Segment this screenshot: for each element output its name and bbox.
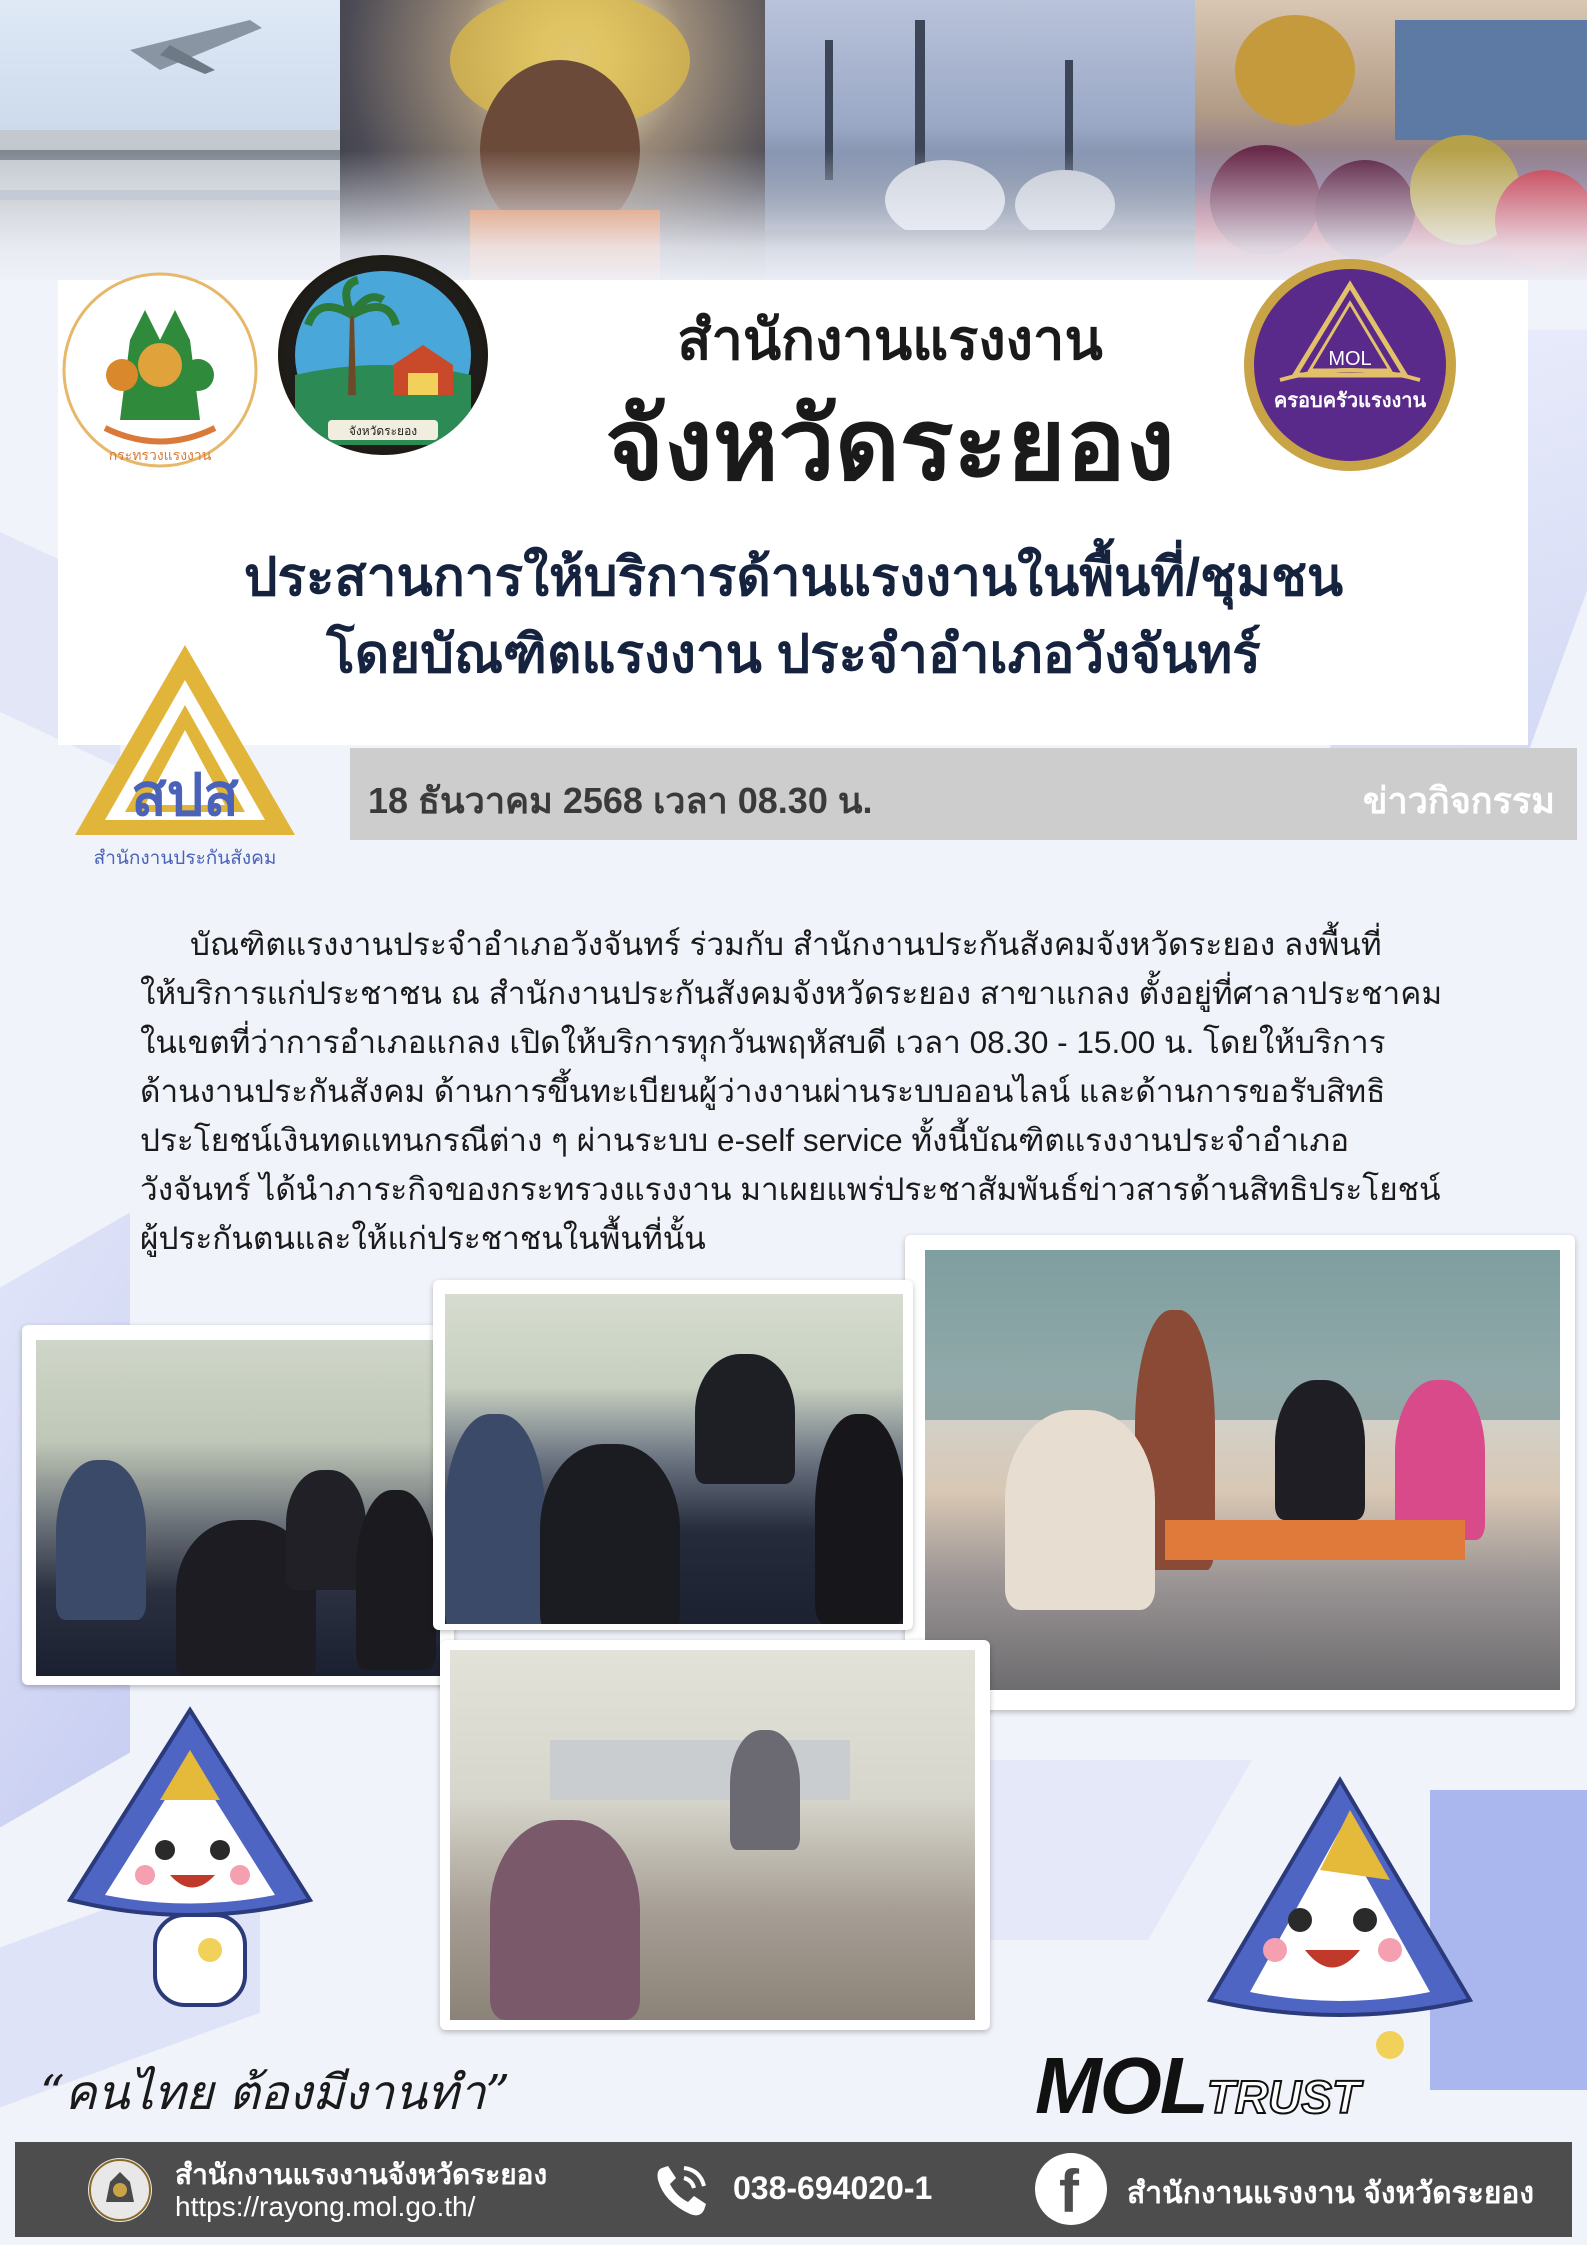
article-line: วังจันทร์ ได้นำภาระกิจของกระทรวงแรงงาน มาเผยแพร่ประชาสัมพันธ์ข่าวสารด้านสิทธิประโยชน์ (140, 1171, 1441, 1207)
facebook-icon[interactable] (1035, 2153, 1107, 2225)
headline-line1: ประสานการให้บริการด้านแรงงานในพื้นที่/ชุมชน (243, 548, 1344, 607)
trust-suffix: TRUST (1206, 2071, 1361, 2123)
svg-text:MOL: MOL (1328, 348, 1372, 370)
svg-text:สปส: สปส (131, 763, 239, 828)
slogan: “คนไทย ต้องมีงานทำ” (40, 2065, 511, 2121)
mol-trust-logo (1035, 2040, 1360, 2132)
mascot-icon (1180, 1770, 1480, 2070)
activity-photo-4 (450, 1650, 975, 2020)
sso-logo-icon (70, 640, 300, 875)
trust-mark: MOL (1035, 2041, 1207, 2130)
article-body (140, 920, 1520, 1263)
svg-text:สำนักงานประกันสังคม: สำนักงานประกันสังคม (93, 847, 277, 869)
article-line: ด้านงานประกันสังคม ด้านการขึ้นทะเบียนผู้ว่างงานผ่านระบบออนไลน์ และด้านการขอรับสิทธิ (140, 1073, 1386, 1109)
article-line: ในเขตที่ว่าการอำเภอแกลง เปิดให้บริการทุกวันพฤหัสบดี เวลา 08.30 - 15.00 น. โดยให้บริการ (140, 1024, 1386, 1060)
article-line: บัณฑิตแรงงานประจำอำเภอวังจันทร์ ร่วมกับ สำนักงานประกันสังคมจังหวัดระยอง ลงพื้นที่ (190, 926, 1382, 962)
footer-seal-icon (88, 2158, 152, 2222)
article-line: ผู้ประกันตนและให้แก่ประชาชนในพื้นที่นั้น (140, 1220, 706, 1256)
org-title-line2: จังหวัดระยอง (605, 389, 1175, 501)
org-title-line1: สำนักงานแรงงาน (677, 308, 1103, 371)
footer-phone[interactable]: 038-694020-1 (733, 2170, 933, 2206)
footer-facebook-page[interactable]: สำนักงานแรงงาน จังหวัดระยอง (1127, 2177, 1535, 2210)
phone-icon (650, 2160, 712, 2222)
date-time: 18 ธันวาคม 2568 เวลา 08.30 น. (368, 780, 873, 821)
article-line: ประโยชน์เงินทดแทนกรณีต่าง ๆ ผ่านระบบ e-self service ทั้งนี้บัณฑิตแรงงานประจำอำเภอ (140, 1122, 1350, 1158)
activity-photo-2 (445, 1294, 903, 1624)
svg-text:กระทรวงแรงงาน: กระทรวงแรงงาน (108, 448, 212, 464)
svg-text:ครอบครัวแรงงาน: ครอบครัวแรงงาน (1273, 388, 1427, 412)
article-line: ให้บริการแก่ประชาชน ณ สำนักงานประกันสังคมจังหวัดระยอง สาขาแกลง ตั้งอยู่ที่ศาลาประชาคม (140, 975, 1443, 1011)
footer-org-name: สำนักงานแรงงานจังหวัดระยอง (175, 2159, 548, 2190)
footer-website-link[interactable]: https://rayong.mol.go.th/ (175, 2191, 476, 2222)
activity-photo-3 (925, 1250, 1560, 1690)
svg-text:จังหวัดระยอง: จังหวัดระยอง (348, 424, 418, 438)
headline-line2: โดยบัณฑิตแรงงาน ประจำอำเภอวังจันทร์ (326, 625, 1261, 684)
category-label: ข่าวกิจกรรม (1362, 780, 1555, 821)
activity-photo-1 (36, 1340, 440, 1676)
mascot-icon (60, 1700, 320, 2030)
facebook-glyph: f (1059, 2158, 1079, 2225)
